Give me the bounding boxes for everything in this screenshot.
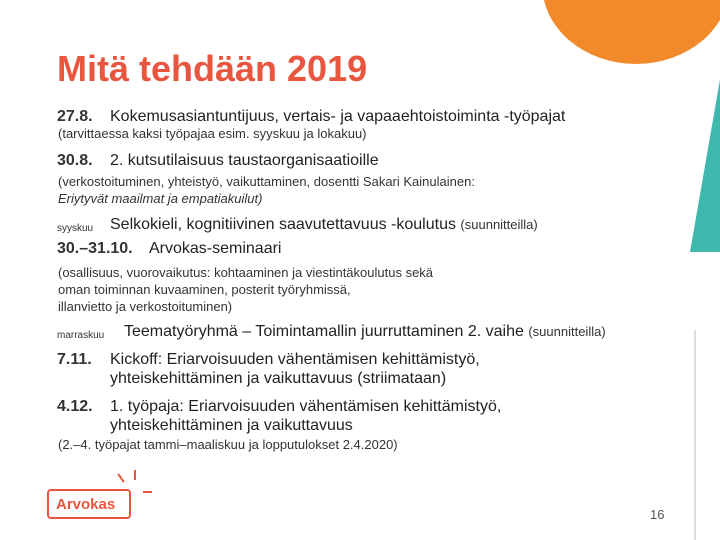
logo-spark-mark [143,491,152,493]
entry-note: (suunnitteilla) [528,324,606,339]
entry-text: Selkokieli, kognitiivinen saavutettavuus -koulutus [110,216,456,233]
entry-text: Teematyöryhmä – Toimintamallin juurruttaminen 2. vaihe [124,323,524,340]
entry-detail-line: (osallisuus, vuorovaikutus: kohtaaminen ja viestintäkoulutus sekä [58,265,434,280]
entry-detail-line: (tarvittaessa kaksi työpajaa esim. syyskuu ja lokakuu) [58,126,367,141]
entry-details [58,173,475,207]
entry-details [58,436,398,453]
entry-text: Kokemusasiantuntijuus, vertais- ja vapaaehtoistoiminta -työpajat [110,108,566,125]
entry-detail-line: Eriytyvät maailmat ja empatiakuilut) [58,191,263,206]
entry-date: 7.11. [57,351,92,368]
entry-date: 30.–31.10. [57,240,133,257]
entry-details [58,264,433,315]
entry-date: 27.8. [57,108,93,125]
entry-date: marraskuu [57,330,105,341]
entry-text: 2. kutsutilaisuus taustaorganisaatioille [110,152,379,169]
logo-spark-mark [134,470,136,480]
entry-text-line: yhteiskehittäminen ja vaikuttavuus (striimataan) [110,370,447,387]
entry-date: syyskuu [57,223,94,234]
entry-text-line: 1. työpaja: Eriarvoisuuden vähentämisen kehittämistyö, [110,398,502,415]
entry-detail-line: illanvietto ja verkostoituminen) [58,299,233,314]
slide-title: Mitä tehdään 2019 [57,48,368,89]
logo-text: Arvokas [56,496,116,513]
arvokas-logo [47,489,131,519]
entry-text-line: yhteiskehittäminen ja vaikuttavuus [110,417,353,434]
entry-details [58,125,367,142]
entry-detail-line: (verkostoituminen, yhteistyö, vaikuttaminen, dosentti Sakari Kainulainen: [58,174,475,189]
entry-text: Arvokas-seminaari [149,240,282,257]
decorative-teal-triangle [690,22,720,252]
decorative-divider-line [694,330,696,540]
entry-detail-line: oman toiminnan kuvaaminen, posterit työryhmissä, [58,282,351,297]
entry-note: (suunnitteilla) [460,217,538,232]
logo-spark-mark [117,473,124,482]
page-number: 16 [650,507,665,522]
entry-date: 30.8. [57,152,93,169]
entry-detail-line: (2.–4. työpajat tammi–maaliskuu ja lopputulokset 2.4.2020) [58,437,398,452]
entry-date: 4.12. [57,398,93,415]
entry-text-line: Kickoff: Eriarvoisuuden vähentämisen kehittämistyö, [110,351,480,368]
